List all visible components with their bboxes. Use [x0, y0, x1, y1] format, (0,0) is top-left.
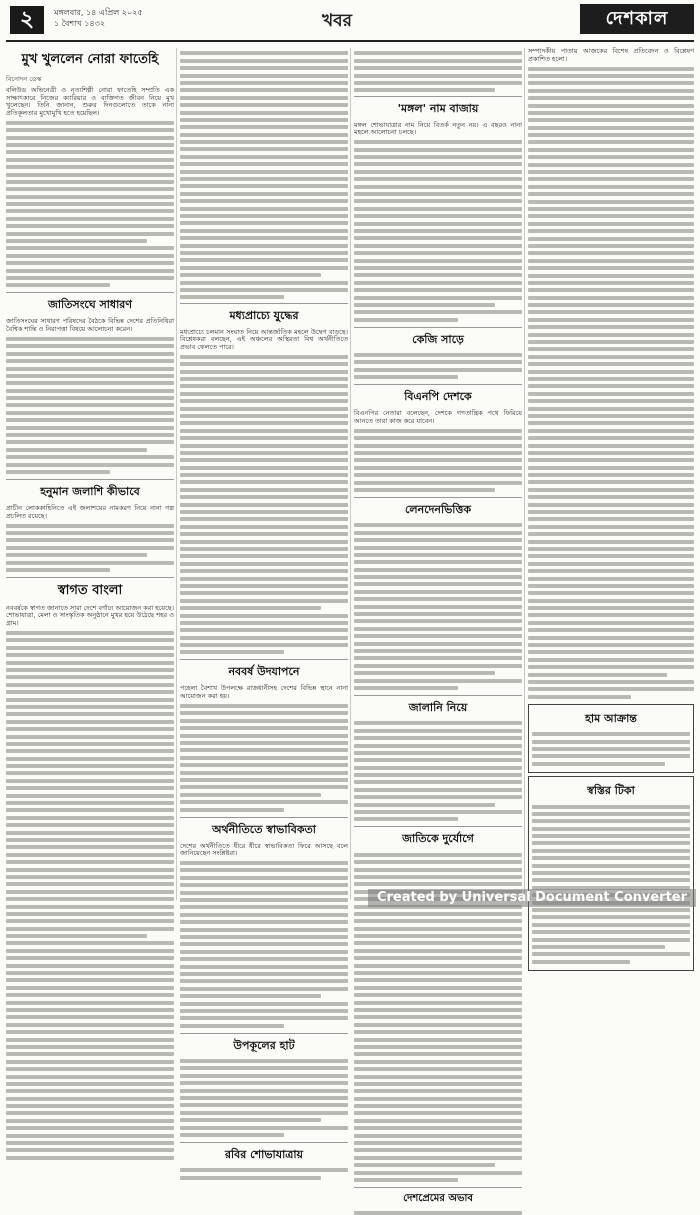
headline-middle-east: মধ্যপ্রাচ্যে যুদ্ধের: [229, 308, 299, 322]
headline-fuel: জালানি নিয়ে: [408, 700, 468, 714]
headline-new-year: নববর্ষ উদযাপনে: [228, 665, 300, 679]
date-bengali: ১ বৈশাখ ১৪৩২: [54, 19, 106, 28]
body-text-lines: [180, 1168, 348, 1179]
article-lake: [6, 483, 174, 572]
body-text-lines: [6, 337, 174, 474]
body-text-lines: [6, 631, 174, 1160]
divider: [354, 96, 522, 97]
divider: [180, 1142, 348, 1143]
body-text-lines: [532, 805, 690, 964]
divider: [6, 292, 174, 293]
article-un: [6, 296, 174, 474]
body-text-lines: [354, 1211, 522, 1215]
body-text-lines: [354, 353, 522, 379]
page-header: [6, 4, 694, 40]
divider: [180, 817, 348, 818]
divider: [354, 1187, 522, 1188]
article-body: মঙ্গল শোভাযাত্রার নাম নিয়ে বিতর্ক নতুন নয়। এ বছরও নানা মহলে আলোচনা চলছে।: [354, 120, 522, 137]
column-4: [528, 48, 694, 904]
article-disaster: [354, 830, 522, 1182]
article-new-year: [180, 663, 348, 811]
article-bnp: [354, 388, 522, 492]
article-transaction: [354, 501, 522, 690]
body-text-lines: [354, 523, 522, 690]
body-text-lines: [354, 140, 522, 321]
body-text-lines: [354, 721, 522, 821]
article-body: মধ্যপ্রাচ্যে চলমান সংঘাত নিয়ে আন্তর্জাতিক মহলে উদ্বেগ বাড়ছে। বিশ্লেষকরা বলছেন, এই অঞ্চলের অস্থিরতা বিশ্ব অর্থনীতিতে প্রভাব ফেলতে পারে।: [180, 327, 348, 351]
masthead-logo: দেশকাল: [580, 4, 694, 34]
headline-bnp: বিএনপি দেশকে: [404, 390, 472, 404]
body-text-lines: [180, 51, 348, 299]
article-body: নববর্ষকে স্বাগত জানাতে সারা দেশে বর্ণাঢ্য আয়োজন করা হয়েছে। শোভাযাত্রা, মেলা ও সাংস্কৃতিক অনুষ্ঠানে মুখর হয়ে উঠেছে শহর ও গ্রাম।: [6, 603, 174, 628]
article-fuel: [354, 699, 522, 821]
article-kg: [354, 331, 522, 380]
headline-disaster: জাতিকে দুর্যোগে: [402, 832, 474, 846]
headline-economy: অর্থনীতিতে স্বাভাবিকতা: [212, 822, 316, 836]
divider: [180, 1033, 348, 1034]
body-text-lines: [180, 704, 348, 811]
article-middle-east: [180, 307, 348, 655]
body-text-lines: [532, 732, 690, 766]
divider: [6, 577, 174, 578]
divider: [354, 327, 522, 328]
headline-coast: উপকূলের হাট: [233, 1038, 295, 1052]
header-rule: [6, 40, 694, 42]
body-text-lines: [180, 355, 348, 655]
page-number: ২: [10, 6, 44, 34]
dateline: [54, 7, 143, 29]
headline-nora: মুখ খুললেন নোরা ফাতেহি: [21, 52, 159, 67]
column-3: [354, 48, 522, 1204]
body-text-lines: [180, 861, 348, 1028]
body-text-lines: [354, 51, 522, 92]
article-body: পহেলা বৈশাখ উপলক্ষে রাজধানীসহ দেশের বিভিন্ন স্থানে নানা আয়োজন করা হয়।: [180, 684, 348, 701]
article-body: বলিউড অভিনেত্রী ও নৃত্যশিল্পী নোরা ফাতেহি সম্প্রতি এক সাক্ষাৎকারে নিজের ক্যারিয়ার ও ব্যক্তিগত জীবন নিয়ে মুখ খুলেছেন। তিনি জানান, শুরুর দিনগুলোতে তাকে নানা প্রতিকূলতার মুখোমুখি হতে হয়েছিল।: [6, 86, 174, 117]
divider: [354, 497, 522, 498]
column-divider: [524, 48, 525, 900]
divider: [6, 479, 174, 480]
body-text-lines: [354, 429, 522, 492]
article-body: বিএনপির নেতারা বলেছেন, দেশকে গণতান্ত্রিক পথে ফিরিয়ে আনতে তারা কাজ করে যাবেন।: [354, 409, 522, 425]
body-text-lines: [6, 524, 174, 572]
article-nora: [6, 50, 174, 287]
headline-welcome: স্বাগত বাংলা: [57, 582, 123, 598]
article-patriotism: [354, 1191, 522, 1215]
headline-lake: হনুমান জলাশি কীভাবে: [40, 484, 140, 498]
article-body: দেশের অর্থনীতিতে ধীরে ধীরে স্বাভাবিকতা ফিরে আসছে বলে জানিয়েছেন সংশ্লিষ্টরা।: [180, 841, 348, 858]
article-mangal: [354, 100, 522, 322]
article-body: প্রাচীন লোককাহিনিতে এই জলাশয়ের নামকরণ নিয়ে নানা গল্প প্রচলিত রয়েছে।: [6, 503, 174, 520]
divider: [354, 826, 522, 827]
column-2: [180, 48, 348, 1161]
boxed-article-measles: [528, 704, 694, 773]
article-editorial: [528, 48, 694, 699]
headline-kg: কেজি সাড়ে: [412, 332, 464, 346]
body-text-lines: [528, 67, 694, 699]
divider: [354, 695, 522, 696]
article-welcome: [6, 581, 174, 1160]
column-divider: [350, 48, 351, 900]
body-text-lines: [6, 121, 174, 288]
divider: [180, 659, 348, 660]
headline-measles: হাম আক্রান্ত: [585, 711, 637, 725]
headline-patriotism: দেশপ্রেমের অভাব: [403, 1192, 473, 1204]
headline-transaction: লেনদেনভিত্তিক: [404, 502, 472, 516]
section-title: খবর: [322, 11, 352, 31]
divider: [180, 303, 348, 304]
headline-vaccine: স্বস্তির টিকা: [587, 784, 635, 798]
article-procession: [180, 1146, 348, 1180]
article-body: সম্পাদকীয় পাতায় আজকের বিশেষ প্রতিবেদন ও বিশ্লেষণ প্রকাশিত হলো।: [528, 47, 694, 63]
converter-watermark: Created by Universal Document Converter: [368, 889, 696, 907]
column-divider: [176, 48, 177, 900]
headline-mangal: 'মঙ্গল' নাম বাজায়: [397, 101, 479, 115]
date-gregorian: মঙ্গলবার, ১৪ এপ্রিল ২০২৫: [54, 8, 143, 17]
body-text-lines: [180, 1059, 348, 1137]
article-coast: [180, 1037, 348, 1137]
byline: বিনোদন ডেস্ক: [6, 75, 42, 83]
divider: [354, 384, 522, 385]
article-economy: [180, 821, 348, 1028]
headline-procession: রবির শোভাযাত্রায়: [224, 1147, 304, 1161]
boxed-article-vaccine: [528, 776, 694, 971]
headline-un: জাতিসংঘে সাধারণ: [48, 298, 132, 312]
column-1: [6, 48, 174, 904]
article-body: জাতিসংঘের সাধারণ পরিষদের বৈঠকে বিভিন্ন দেশের প্রতিনিধিরা বৈশ্বিক শান্তি ও নিরাপত্তা বিষয়ে আলোচনা করেন।: [6, 317, 174, 333]
